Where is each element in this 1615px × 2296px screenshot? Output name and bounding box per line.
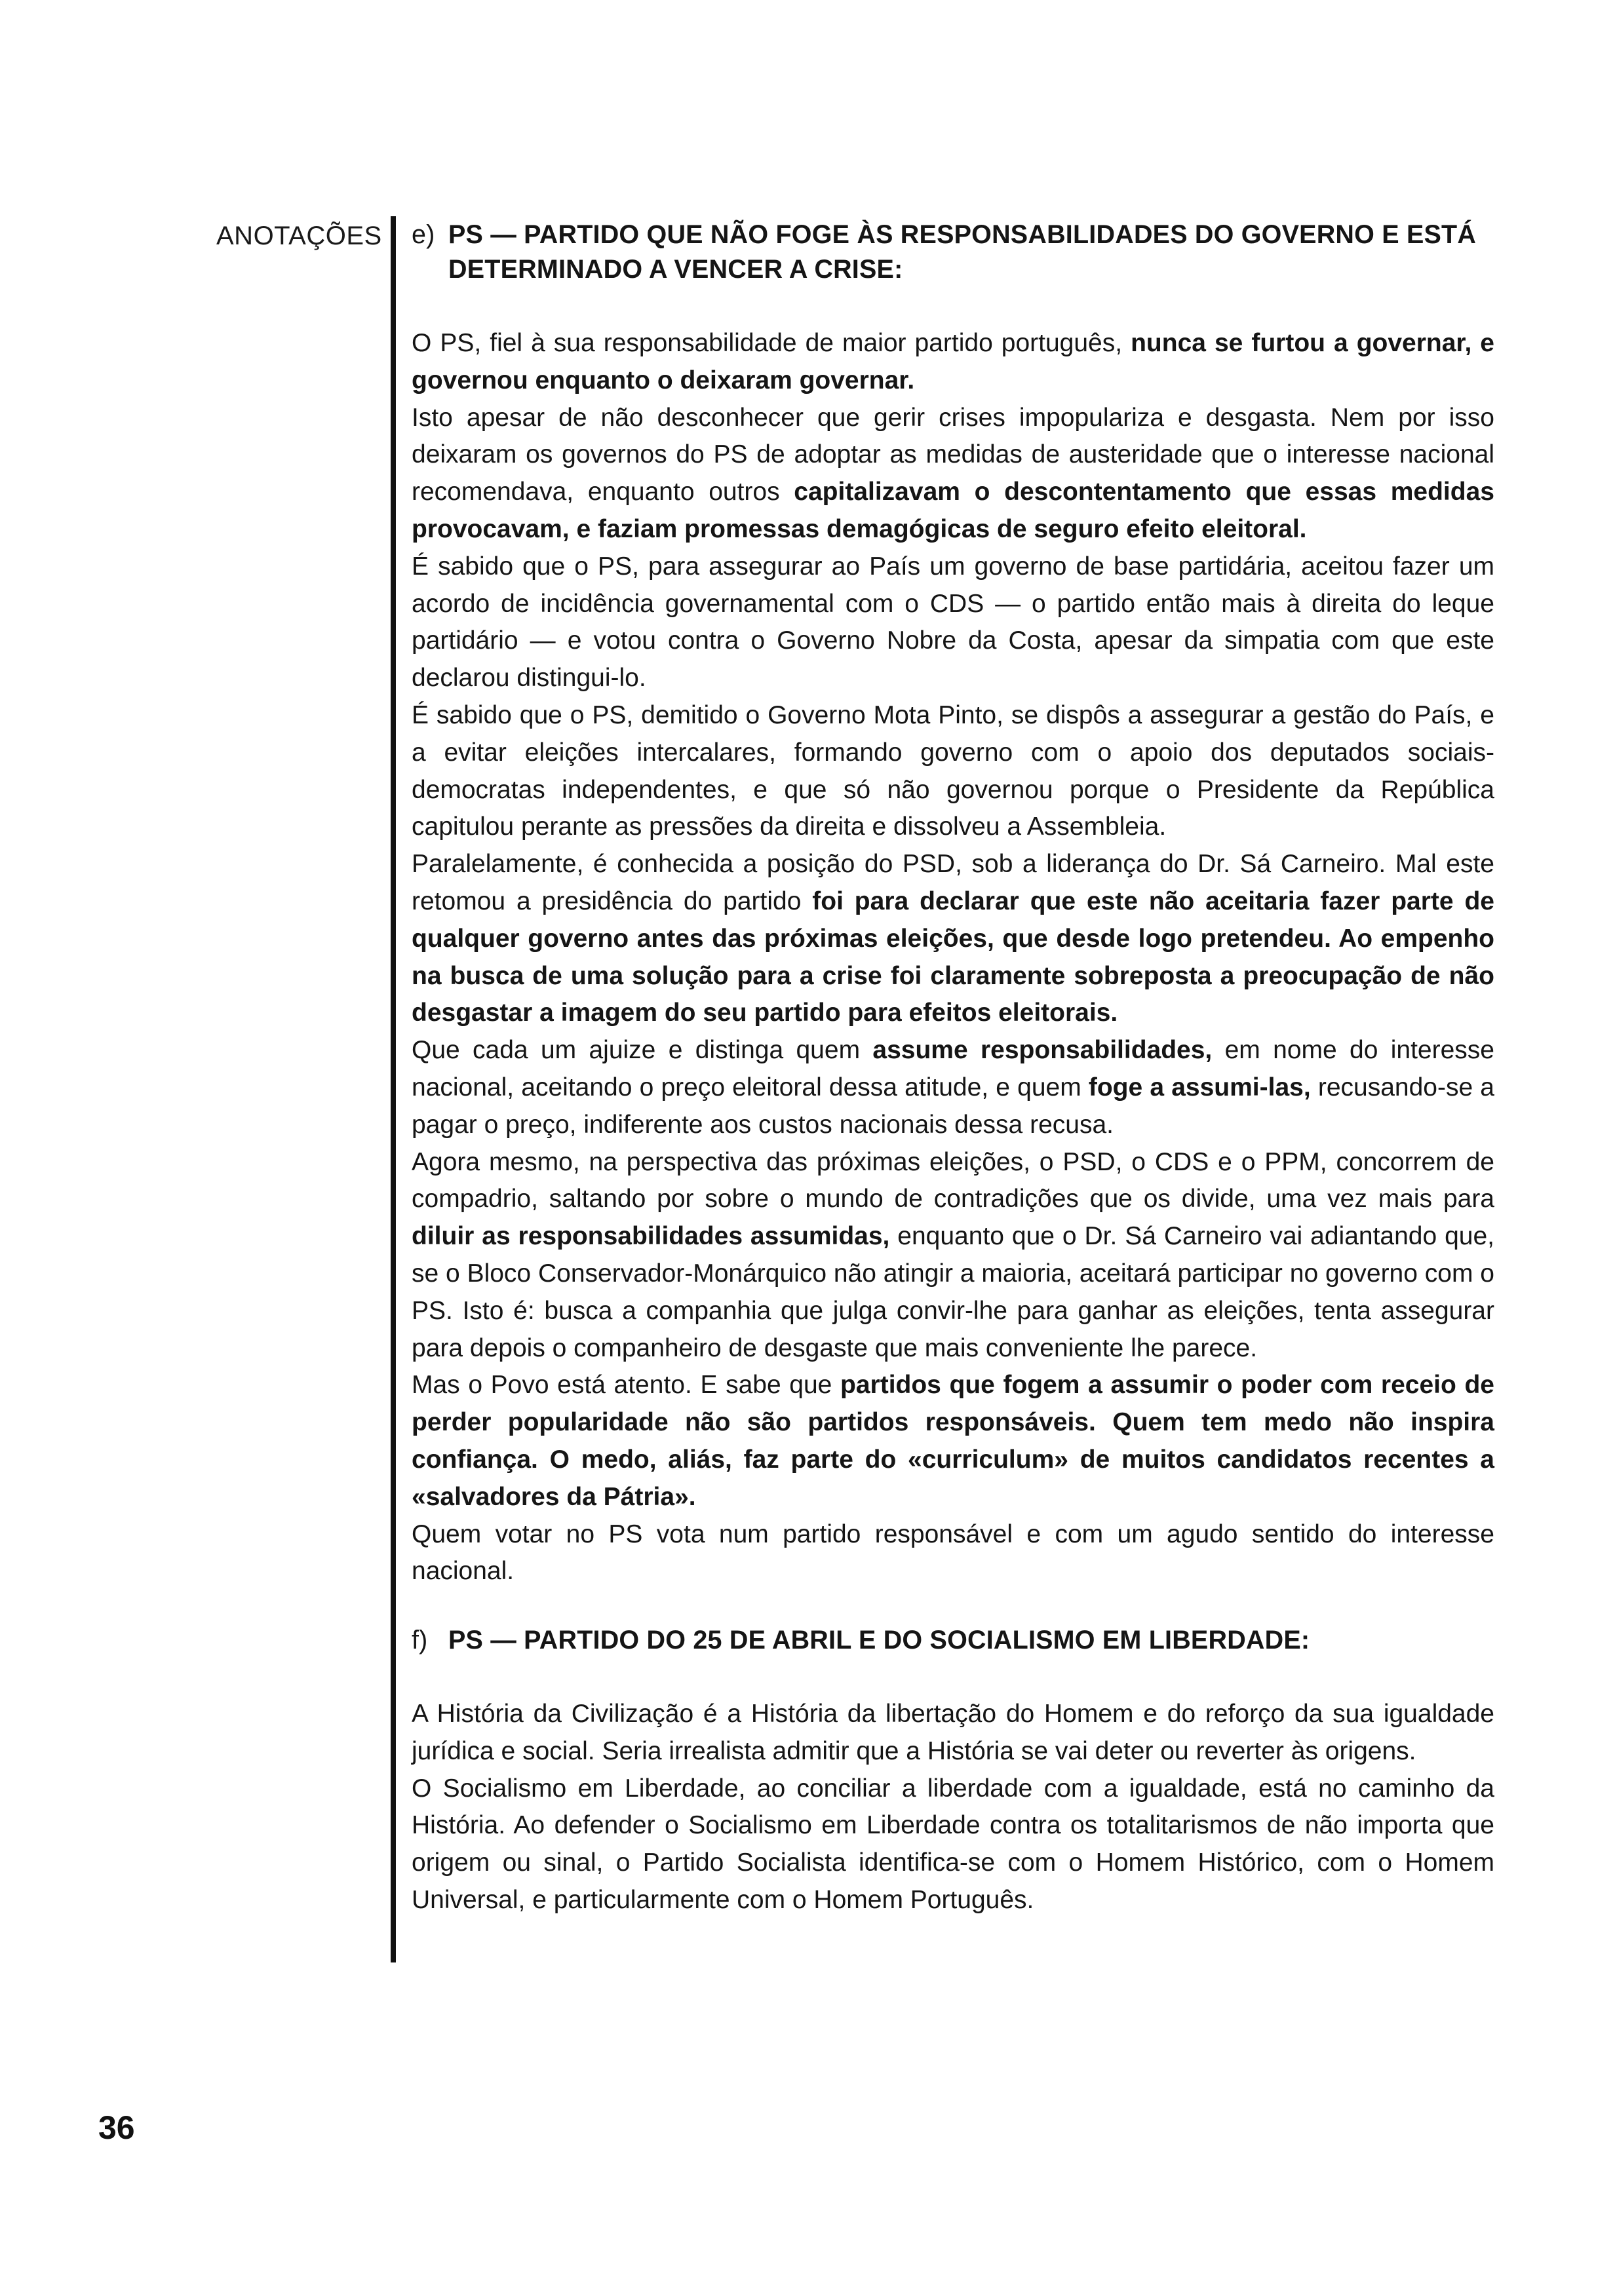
text-run: O Socialismo em Liberdade, ao conciliar a liberdade com a igualdade, está no caminho da História. Ao defender o Socialismo em Liberdade contra os totalitarismos de não importa que origem ou sinal, o Partido Socialista identifica-se com o Homem Histórico, com o Homem Universal, e particularmente com o Homem Português. bbox=[412, 1774, 1494, 1915]
bold-text-run: nunca se furtou a governar, e governou enquanto o deixaram governar. bbox=[412, 329, 1494, 394]
text-run: recusando-se a pagar o preço, indiferente aos custos nacionais dessa recusa. bbox=[412, 1073, 1494, 1139]
bold-text-run: diluir as responsabilidades assumidas, bbox=[412, 1222, 890, 1251]
bold-text-run: capitalizavam o descontentamento que essas medidas provocavam, e faziam promessas demagógicas de seguro efeito eleitoral. bbox=[412, 478, 1494, 543]
paragraph bbox=[412, 1696, 1494, 1770]
section-body bbox=[412, 325, 1494, 1590]
margin-rule bbox=[391, 216, 396, 1962]
section-heading-text: PS — PARTIDO DO 25 DE ABRIL E DO SOCIALISMO EM LIBERDADE: bbox=[448, 1626, 1310, 1655]
bold-text-run: partidos que fogem a assumir o poder com receio de perder popularidade não são partidos responsáveis. Quem tem medo não inspira confiança. O medo, aliás, faz parte do «curriculum» de muitos candidatos recentes a «salvadores da Pátria». bbox=[412, 1371, 1494, 1511]
paragraph bbox=[412, 548, 1494, 697]
bold-text-run: foi para declarar que este não aceitaria fazer parte de qualquer governo antes das próximas eleições, que desde logo pretendeu. Ao empenho na busca de uma solução para a crise foi claramente sobreposta a preocupação de não desgastar a imagem do seu partido para efeitos eleitorais. bbox=[412, 887, 1494, 1027]
text-run: Agora mesmo, na perspectiva das próximas eleições, o PSD, o CDS e o PPM, concorrem de compadrio, saltando por sobre o mundo de contradições que os divide, uma vez mais para bbox=[412, 1147, 1494, 1214]
page-number: 36 bbox=[98, 2109, 135, 2146]
paragraph bbox=[412, 325, 1494, 400]
paragraph bbox=[412, 1144, 1494, 1368]
paragraph bbox=[412, 1516, 1494, 1591]
text-run: em nome do interesse nacional, aceitando o preço eleitoral dessa atitude, e quem bbox=[412, 1036, 1494, 1101]
paragraph bbox=[412, 846, 1494, 1032]
bold-text-run: assume responsabilidades, bbox=[872, 1036, 1213, 1065]
text-run: Que cada um ajuize e distinga quem bbox=[412, 1036, 873, 1065]
text-run: Mas o Povo está atento. E sabe que bbox=[412, 1371, 841, 1400]
text-run: O PS, fiel à sua responsabilidade de maior partido português, bbox=[412, 329, 1131, 357]
section-heading-text: PS — PARTIDO QUE NÃO FOGE ÀS RESPONSABILIDADES DO GOVERNO E ESTÁ DETERMINADO A VENCER A CRISE: bbox=[448, 220, 1477, 284]
text-run: enquanto que o Dr. Sá Carneiro vai adiantando que, se o Bloco Conservador-Monárquico não atingir a maioria, aceitará participar no governo com o PS. Isto é: busca a companhia que julga convir-lhe para ganhar as eleições, tenta assegurar para depois o companheiro de desgaste que mais conveniente lhe parece. bbox=[412, 1222, 1494, 1362]
section-letter: e) bbox=[412, 220, 435, 249]
section-heading bbox=[412, 1623, 1494, 1658]
text-run: Isto apesar de não desconhecer que gerir crises impopulariza e desgasta. Nem por isso deixaram os governos do PS de adoptar as medidas de austeridade que o interesse nacional recomendava, enquanto outros bbox=[412, 403, 1494, 507]
paragraph bbox=[412, 1770, 1494, 1919]
paragraph bbox=[412, 697, 1494, 846]
section-body bbox=[412, 1696, 1494, 1919]
margin-label: ANOTAÇÕES bbox=[216, 221, 382, 250]
text-run: É sabido que o PS, para assegurar ao País um governo de base partidária, aceitou fazer um acordo de incidência governamental com o CDS — o partido então mais à direita do leque partidário — e votou contra o Governo Nobre da Costa, apesar da simpatia com que este declarou distingui-lo. bbox=[412, 552, 1494, 693]
section-letter: f) bbox=[412, 1626, 428, 1655]
section-heading bbox=[412, 218, 1494, 287]
text-run: É sabido que o PS, demitido o Governo Mota Pinto, se dispôs a assegurar a gestão do País, e a evitar eleições intercalares, formando governo com o apoio dos deputados sociais-democratas independentes, e que só não governou porque o Presidente da República capitulou perante as pressões da direita e dissolveu a Assembleia. bbox=[412, 700, 1494, 841]
paragraph bbox=[412, 1367, 1494, 1516]
bold-text-run: foge a assumi-las, bbox=[1088, 1073, 1311, 1101]
paragraph bbox=[412, 400, 1494, 548]
paragraph bbox=[412, 1032, 1494, 1143]
text-run: Quem votar no PS vota num partido responsável e com um agudo sentido do interesse nacional. bbox=[412, 1520, 1494, 1586]
text-run: A História da Civilização é a História da libertação do Homem e do reforço da sua igualdade jurídica e social. Seria irrealista admitir que a História se vai deter ou reverter às origens. bbox=[412, 1700, 1494, 1765]
text-run: Paralelamente, é conhecida a posição do PSD, sob a liderança do Dr. Sá Carneiro. Mal este retomou a presidência do partido bbox=[412, 850, 1494, 915]
document-body bbox=[412, 218, 1494, 1919]
